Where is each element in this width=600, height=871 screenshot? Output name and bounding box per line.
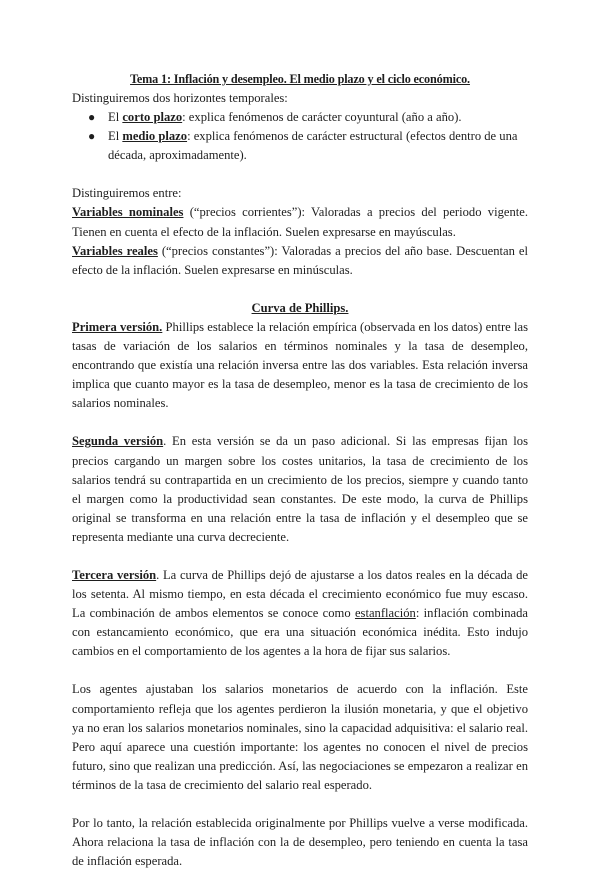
term-tercera-version: Tercera versión [72,567,157,582]
paragraph-conclusion: Por lo tanto, la relación establecida originalmente por Phillips vuelve a verse modificada. Ahora relaciona la tasa de inflación con la de desempleo, pero teniendo en cuenta la tasa de inflación esperada. [72,816,528,869]
bullet-icon: ● [88,110,96,125]
term-estanflacion: estanflación [354,606,416,621]
intro-text: Distinguiremos dos horizontes temporales: [72,91,288,105]
list-item-corto-plazo: ● El corto plazo: explica fenómenos de carácter coyuntural (año a año). [72,108,528,127]
paragraph-segunda-version: Segunda versión. En esta versión se da un paso adicional. Si las empresas fijan los precios cargando un margen sobre los costes unitarios, la tasa de crecimiento de los salarios tendrá su contrapartida en un crecimiento de los precios, siempre y cuando tanto el margen como la productividad sean constantes. De este modo, la curva de Phillips original se transforma en una relación entre la tasa de inflación y el desempleo que se representa mediante una curva decreciente. [72,434,528,544]
term-segunda-version: Segunda versión [72,434,164,449]
paragraph-variables-reales: Variables reales (“precios constantes”): Valoradas a precios del año base. Descuentan el efecto de la inflación. Suelen expresarse en minúsculas. [72,243,528,277]
paragraph-variables-nominales: Variables nominales (“precios corrientes”): Valoradas a precios del periodo vigente. Tienen en cuenta el efecto de la inflación. Suelen expresarse en mayúsculas. [72,205,528,239]
page-title: Tema 1: Inflación y desempleo. El medio plazo y el ciclo económico. [130,72,470,86]
term-medio-plazo: medio plazo [122,129,188,144]
term-corto-plazo: corto plazo [122,110,183,125]
section-heading-phillips: Curva de Phillips. [251,300,349,315]
intro2-text: Distinguiremos entre: [72,186,182,201]
paragraph-agentes: Los agentes ajustaban los salarios monetarios de acuerdo con la inflación. Este comportamiento refleja que los agentes perdieron la ilusión monetaria, y que el objetivo ya no eran los salarios monetarios nominales, sino la capacidad adquisitiva: el salario real. Pero aquí aparece una cuestión importante: los agentes no conocen el nivel de precios futuro, sino que realizan una predicción. Así, las negociaciones se empezaron a realizar en términos de la tasa de crecimiento del salario real esperado. [72,682,528,792]
term-primera-version: Primera versión. [72,319,163,334]
bullet-icon: ● [88,129,96,144]
horizons-list [72,108,528,165]
paragraph-primera-version: Primera versión. Phillips establece la relación empírica (observada en los datos) entre las tasas de variación de los salarios en términos nominales y la tasa de desempleo, encontrando que existía una relación inversa entre las dos variables. Esta relación inversa implica que cuanto mayor es la tasa de desempleo, menor es la tasa de crecimiento de los salarios nominales. [72,319,528,411]
term-variables-reales: Variables reales [72,243,158,258]
paragraph-tercera-version: Tercera versión. La curva de Phillips dejó de ajustarse a los datos reales en la década de los setenta. Al mismo tiempo, en esta década el crecimiento económico fue muy escaso. La combinación de ambos elementos se conoce como estanflación: inflación combinada con estancamiento económico, que era una situación económica inédita. Esto indujo cambios en el comportamiento de los agentes a la hora de fijar sus salarios. [72,567,528,659]
document-page [72,70,528,871]
list-item-medio-plazo: ● El medio plazo: explica fenómenos de carácter estructural (efectos dentro de una década, aproximadamente). [88,129,518,163]
term-variables-nominales: Variables nominales [72,205,184,220]
